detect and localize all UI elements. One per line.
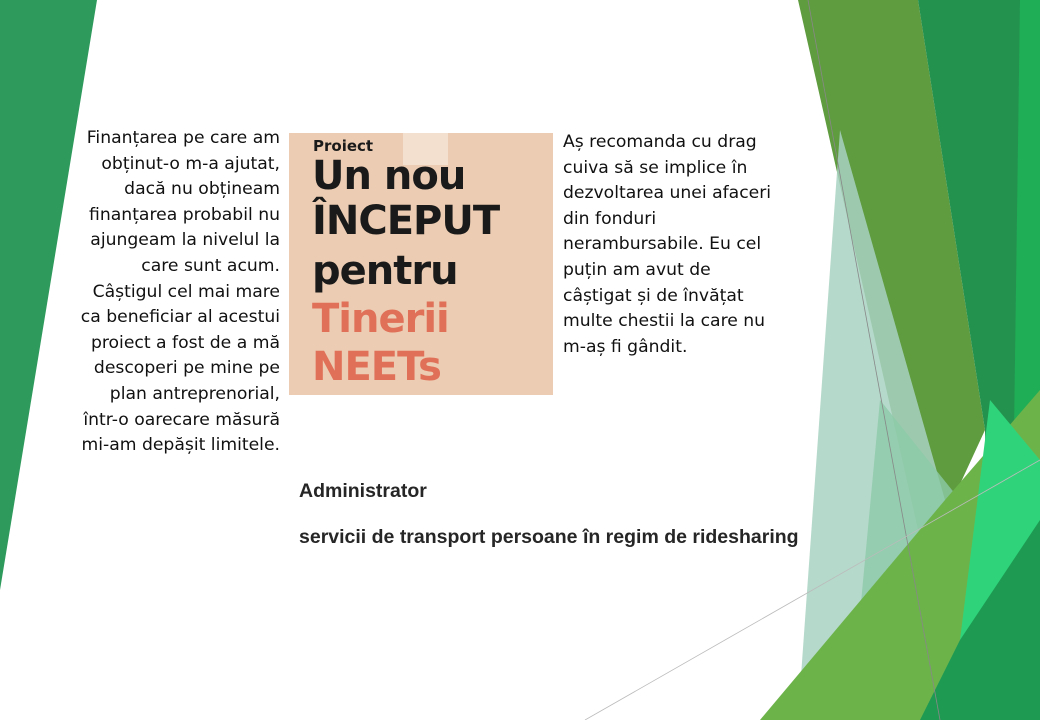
poster-line-4: Tinerii [312,296,449,342]
poster-line-5: NEETs [312,344,441,390]
beneficiary-role: Administrator [299,480,427,502]
testimonial-right: Aș recomanda cu drag cuiva să se implice în dezvoltarea unei afaceri din fonduri nerambursabile. Eu cel puțin am avut de câștigat și de învățat multe chestii la care nu m-aș fi gândit. [563,132,772,357]
poster-label: Proiect [313,137,374,155]
poster-line-3: pentru [312,248,458,294]
beneficiary-business: servicii de transport persoane în regim de ridesharing [299,526,799,548]
poster-line-1: Un nou [312,153,466,199]
project-poster [289,133,553,395]
testimonial-left: Finanțarea pe care am obținut-o m-a ajutat, dacă nu obțineam finanțarea probabil nu ajungeam la nivelul la care sunt acum. Câștigul cel mai mare ca beneficiar al acestui proiect a fost de a mă descoperi pe mine pe plan antreprenorial, într-o oarecare măsură mi-am depășit limitele. [80,128,280,456]
poster-line-2: ÎNCEPUT [312,198,500,244]
